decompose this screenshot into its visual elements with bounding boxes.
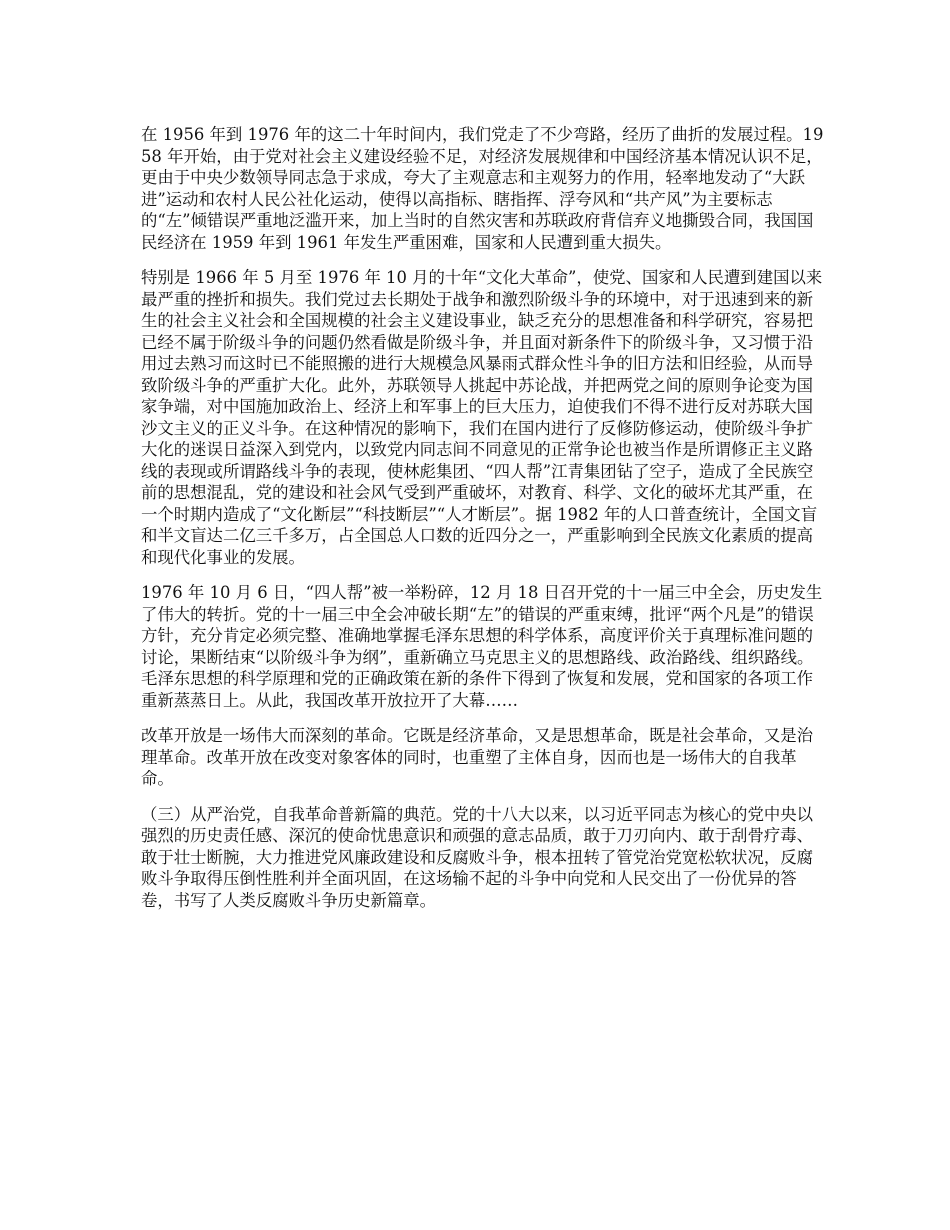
document-body	[141, 124, 826, 925]
paragraph-cultural-revolution: 特别是 1966 年 5 月至 1976 年 10 月的十年“文化大革命”，使党、国家和人民遭到建国以来最严重的挫折和损失。我们党过去长期处于战争和激烈阶级斗争的环境中，对于迅速到来的新生的社会主义社会和全国规模的社会主义建设事业，缺乏充分的思想准备和科学研究，容易把已经不属于阶级斗争的问题仍然看做是阶级斗争，并且面对新条件下的阶级斗争，又习惯于沿用过去熟习而这时已不能照搬的进行大规模急风暴雨式群众性斗争的旧方法和旧经验，从而导致阶级斗争的严重扩大化。此外，苏联领导人挑起中苏论战，并把两党之间的原则争论变为国家争端，对中国施加政治上、经济上和军事上的巨大压力，迫使我们不得不进行反对苏联大国沙文主义的正义斗争。在这种情况的影响下，我们在国内进行了反修防修运动，使阶级斗争扩大化的迷误日益深入到党内，以致党内同志间不同意见的正常争论也被当作是所谓修正主义路线的表现或所谓路线斗争的表现，使林彪集团、“四人帮”江青集团钻了空子，造成了全民族空前的思想混乱，党的建设和社会风气受到严重破坏，对教育、科学、文化的破坏尤其严重，在一个时期内造成了“文化断层”“科技断层”“人才断层”。据 1982 年的人口普查统计，全国文盲和半文盲达二亿三千多万，占全国总人口数的近四分之一，严重影响到全民族文化素质的提高和现代化事业的发展。	[141, 268, 823, 567]
paragraph-strict-party-governance: （三）从严治党，自我革命普新篇的典范。党的十八大以来，以习近平同志为核心的党中央以强烈的历史责任感、深沉的使命忧患意识和顽强的意志品质，敢于刀刃向内、敢于刮骨疗毒、敢于壮士断腕，大力推进党风廉政建设和反腐败斗争，根本扭转了管党治党宽松软状况，反腐败斗争取得压倒性胜利并全面巩固，在这场输不起的斗争中向党和人民交出了一份优异的答卷，书写了人类反腐败斗争历史新篇章。	[141, 804, 814, 910]
paragraph-1956-1976: 在 1956 年到 1976 年的这二十年时间内，我们党走了不少弯路，经历了曲折的发展过程。1958 年开始，由于党对社会主义建设经验不足，对经济发展规律和中国经济基本情况认识不足，更由于中央少数领导同志急于求成，夸大了主观意志和主观努力的作用，轻率地发动了“大跃进”运动和农村人民公社化运动，使得以高指标、瞎指挥、浮夸风和“共产风”为主要标志的“左”倾错误严重地泛滥开来，加上当时的自然灾害和苏联政府背信弃义地撕毁合同，我国国民经济在 1959 年到 1961 年发生严重困难，国家和人民遭到重大损失。	[141, 125, 824, 252]
paragraph-reform-revolution: 改革开放是一场伟大而深刻的革命。它既是经济革命，又是思想革命，既是社会革命，又是治理革命。改革开放在改变对象客体的同时，也重塑了主体自身，因而也是一场伟大的自我革命。	[141, 726, 814, 788]
paragraph-reform-turning-point: 1976 年 10 月 6 日，“四人帮”被一举粉碎，12 月 18 日召开党的十一届三中全会，历史发生了伟大的转折。党的十一届三中全会冲破长期“左”的错误的严重束缚，批评“两个凡是”的错误方针，充分肯定必须完整、准确地掌握毛泽东思想的科学体系，高度评价关于真理标准问题的讨论，果断结束“以阶级斗争为纲”，重新确立马克思主义的思想路线、政治路线、组织路线。毛泽东思想的科学原理和党的正确政策在新的条件下得到了恢复和发展，党和国家的各项工作重新蒸蒸日上。从此，我国改革开放拉开了大幕……	[141, 583, 823, 710]
